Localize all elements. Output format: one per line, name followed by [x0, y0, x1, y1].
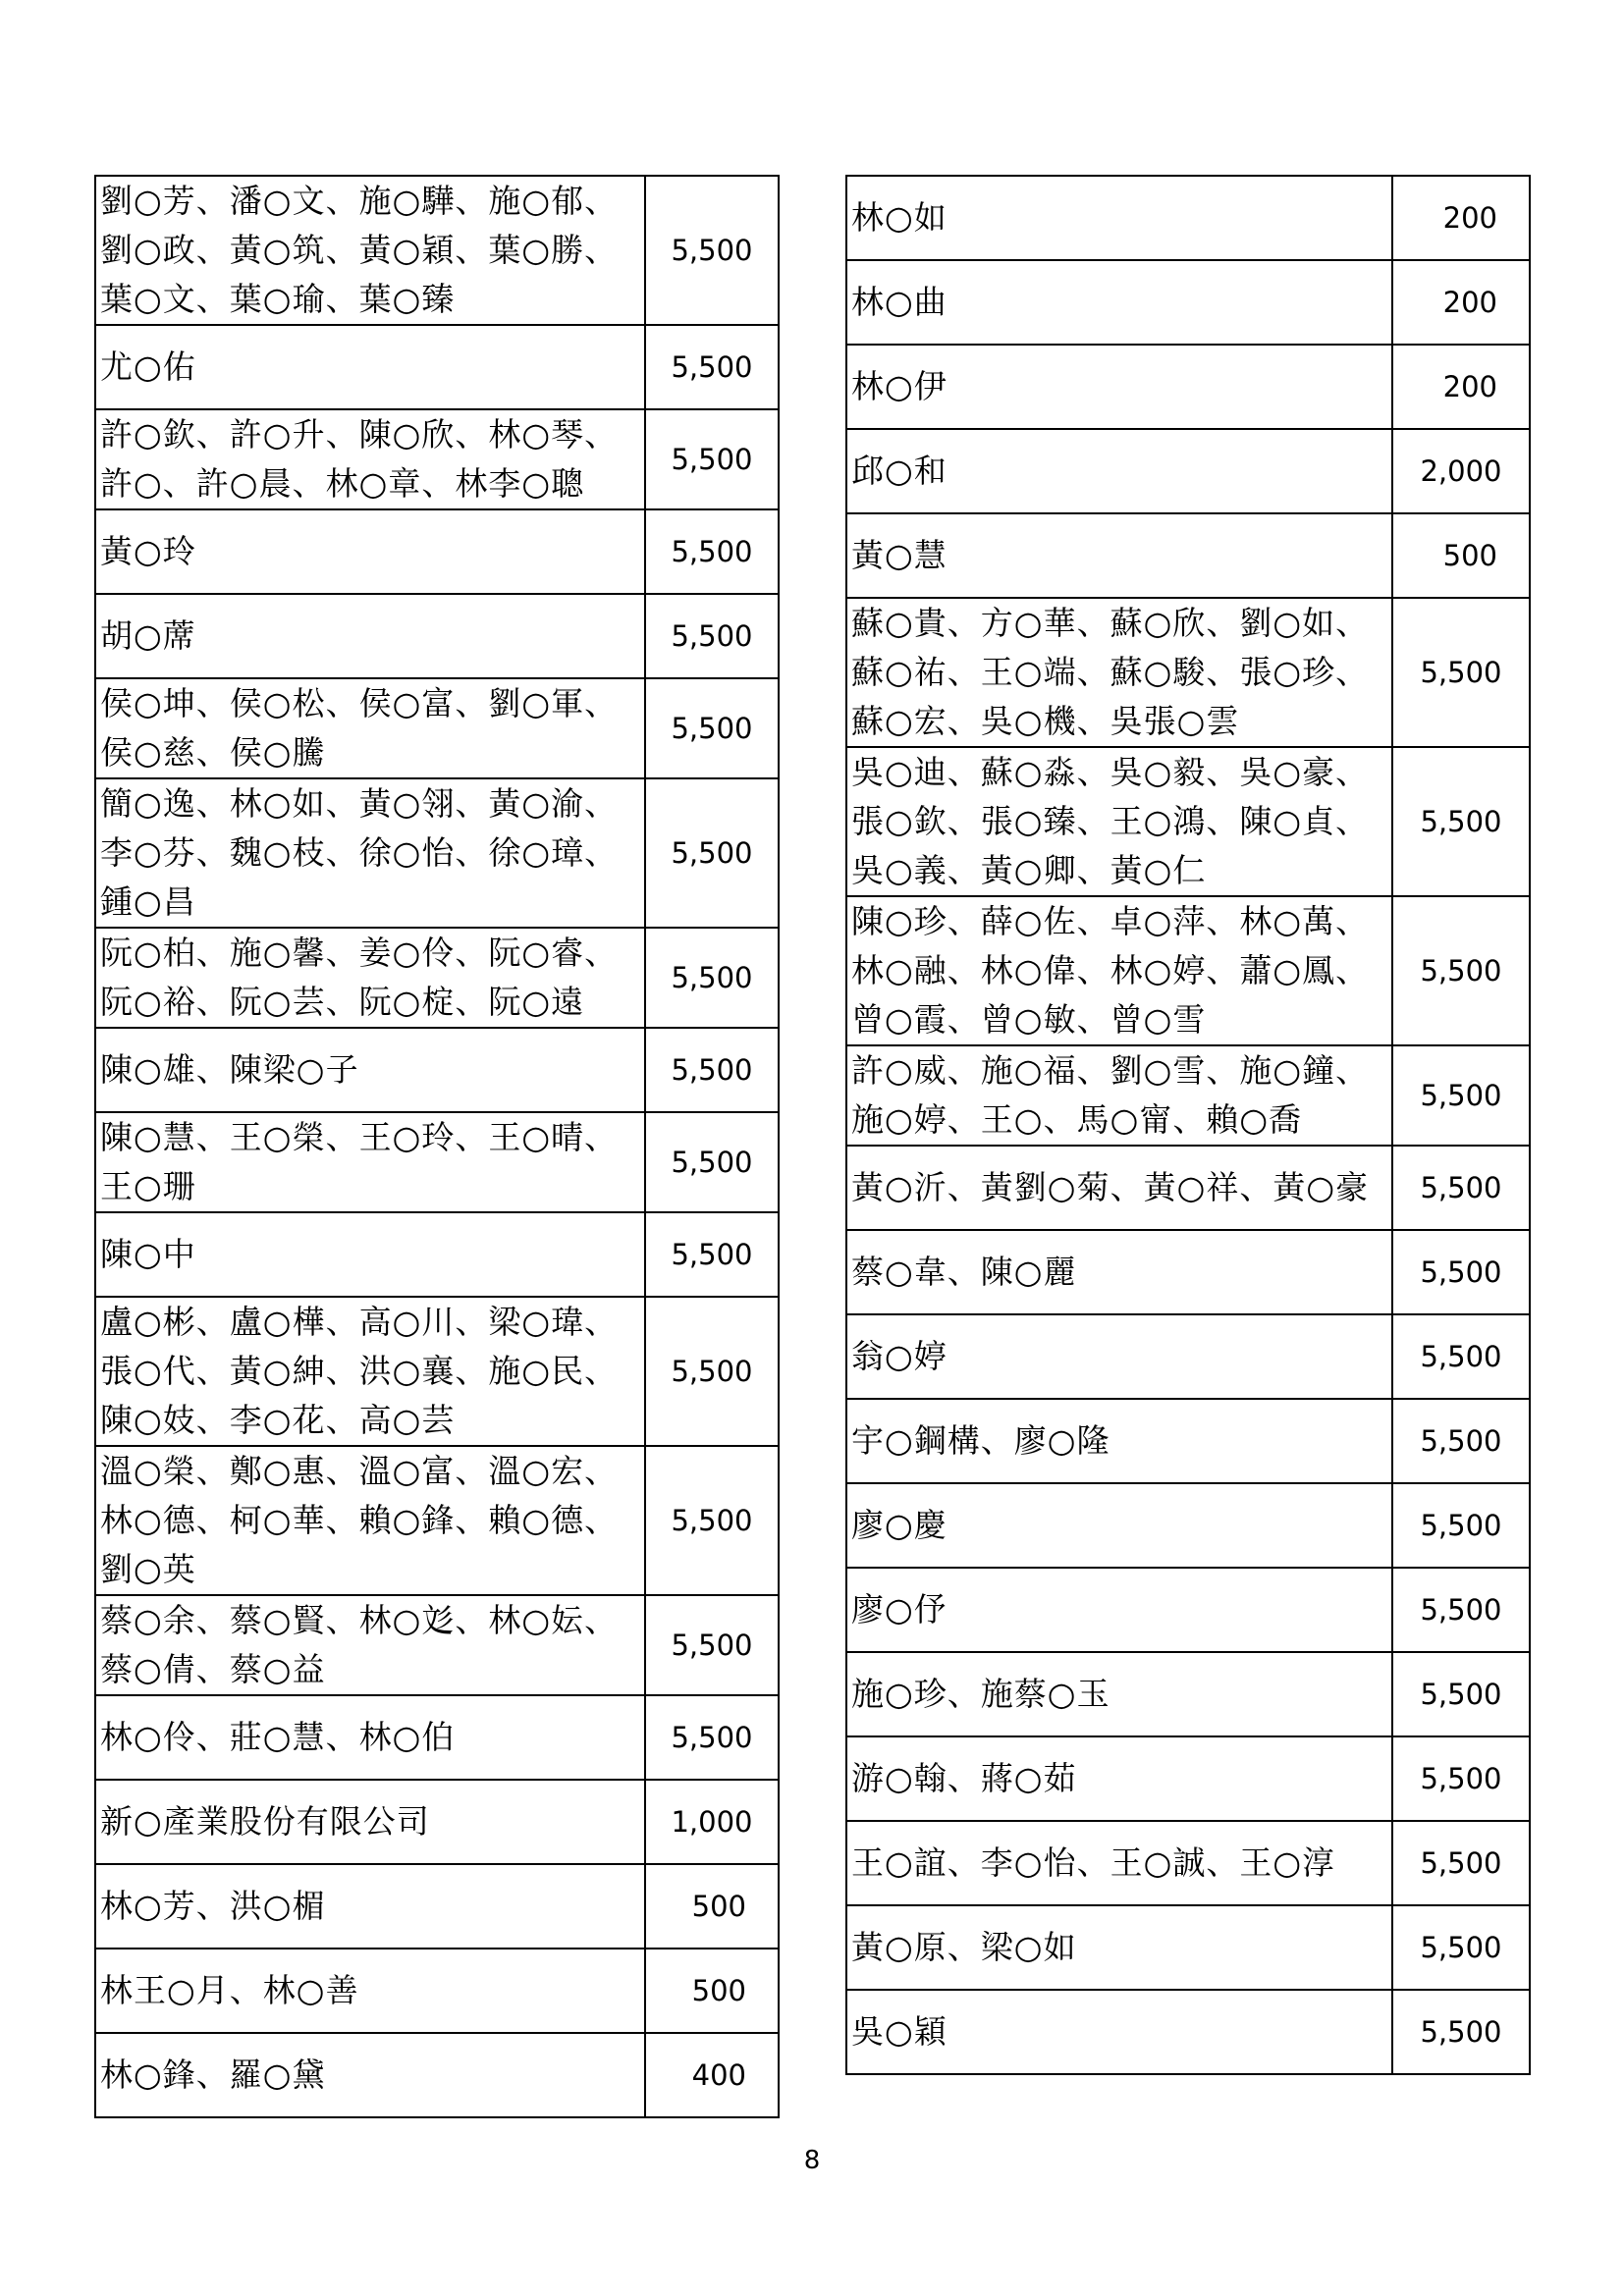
donor-names: 廖○慶: [846, 1483, 1392, 1568]
table-row: [846, 429, 1530, 513]
table-row: [95, 1695, 779, 1780]
donor-names: 陳○慧、王○榮、王○玲、王○晴、王○珊: [95, 1112, 645, 1212]
donation-amount: 200: [1392, 176, 1530, 260]
donor-names: 翁○婷: [846, 1314, 1392, 1399]
table-row: [95, 1446, 779, 1595]
table-row: [95, 1864, 779, 1949]
donor-names: 吳○穎: [846, 1990, 1392, 2074]
donation-amount: 5,500: [645, 1028, 779, 1112]
donation-amount: 5,500: [645, 1112, 779, 1212]
table-row: [846, 1990, 1530, 2074]
donor-names: 王○誼、李○怡、王○誠、王○淳: [846, 1821, 1392, 1905]
table-row: [95, 1028, 779, 1112]
donation-amount: 5,500: [1392, 1230, 1530, 1314]
donor-names: 黃○原、梁○如: [846, 1905, 1392, 1990]
donor-names: 林王○月、林○善: [95, 1949, 645, 2033]
table-row: [846, 896, 1530, 1045]
donation-amount: 5,500: [645, 594, 779, 678]
donor-names: 許○威、施○福、劉○雪、施○鐘、施○婷、王○、馬○甯、賴○喬: [846, 1045, 1392, 1146]
donation-amount: 5,500: [645, 928, 779, 1028]
donation-amount: 500: [645, 1949, 779, 2033]
donation-amount: 200: [1392, 260, 1530, 345]
table-row: [95, 778, 779, 928]
donor-names: 阮○柏、施○馨、姜○伶、阮○睿、阮○裕、阮○芸、阮○椗、阮○遠: [95, 928, 645, 1028]
table-row: [846, 260, 1530, 345]
table-row: [846, 1146, 1530, 1230]
table-row: [846, 1568, 1530, 1652]
donor-names: 新○產業股份有限公司: [95, 1780, 645, 1864]
table-row: [846, 1045, 1530, 1146]
donor-names: 許○欽、許○升、陳○欣、林○琴、許○、許○晨、林○章、林李○聰: [95, 409, 645, 509]
donor-names: 施○珍、施蔡○玉: [846, 1652, 1392, 1736]
donation-amount: 5,500: [645, 509, 779, 594]
donor-names: 溫○榮、鄭○惠、溫○富、溫○宏、林○德、柯○華、賴○鋒、賴○德、劉○英: [95, 1446, 645, 1595]
donation-amount: 200: [1392, 345, 1530, 429]
table-row: [846, 1736, 1530, 1821]
donor-names: 林○如: [846, 176, 1392, 260]
donor-names: 林○曲: [846, 260, 1392, 345]
table-row: [846, 1905, 1530, 1990]
donation-amount: 5,500: [645, 678, 779, 778]
donation-amount: 5,500: [645, 409, 779, 509]
donation-amount: 5,500: [645, 176, 779, 325]
table-row: [846, 598, 1530, 747]
table-row: [846, 1399, 1530, 1483]
table-row: [846, 1314, 1530, 1399]
donation-amount: 5,500: [1392, 1990, 1530, 2074]
table-row: [95, 1780, 779, 1864]
table-row: [846, 747, 1530, 896]
donor-names: 陳○珍、薛○佐、卓○萍、林○萬、林○融、林○偉、林○婷、蕭○鳳、曾○霞、曾○敏、曾○雪: [846, 896, 1392, 1045]
donation-amount: 5,500: [1392, 1568, 1530, 1652]
donation-amount: 5,500: [645, 1695, 779, 1780]
donor-names: 宇○鋼構、廖○隆: [846, 1399, 1392, 1483]
donation-amount: 5,500: [1392, 1821, 1530, 1905]
table-row: [846, 513, 1530, 598]
donor-names: 林○芳、洪○楣: [95, 1864, 645, 1949]
table-row: [95, 1297, 779, 1446]
table-row: [95, 409, 779, 509]
donation-amount: 5,500: [1392, 1905, 1530, 1990]
donation-amount: 2,000: [1392, 429, 1530, 513]
donor-names: 黃○慧: [846, 513, 1392, 598]
donor-names: 邱○和: [846, 429, 1392, 513]
donor-names: 陳○雄、陳梁○子: [95, 1028, 645, 1112]
donation-amount: 5,500: [1392, 598, 1530, 747]
page-number: 8: [803, 2146, 821, 2175]
table-row: [95, 1112, 779, 1212]
donation-amount: 500: [1392, 513, 1530, 598]
donation-amount: 5,500: [1392, 1399, 1530, 1483]
donor-names: 蔡○韋、陳○麗: [846, 1230, 1392, 1314]
donation-amount: 5,500: [1392, 1736, 1530, 1821]
table-row: [95, 678, 779, 778]
donor-names: 林○伊: [846, 345, 1392, 429]
donor-names: 盧○彬、盧○樺、高○川、梁○瑋、張○代、黃○紳、洪○襄、施○民、陳○妓、李○花、高○芸: [95, 1297, 645, 1446]
donor-names: 黃○玲: [95, 509, 645, 594]
donor-table-right: [845, 175, 1531, 2075]
donor-names: 胡○蓆: [95, 594, 645, 678]
donor-table-left: [94, 175, 780, 2118]
table-row: [95, 594, 779, 678]
donor-names: 劉○芳、潘○文、施○驊、施○郁、劉○政、黃○筑、黃○穎、葉○勝、葉○文、葉○瑜、葉○臻: [95, 176, 645, 325]
table-row: [95, 1595, 779, 1695]
donation-amount: 5,500: [645, 1446, 779, 1595]
table-row: [95, 1949, 779, 2033]
table-row: [95, 176, 779, 325]
table-row: [846, 1821, 1530, 1905]
donor-names: 簡○逸、林○如、黃○翎、黃○渝、李○芬、魏○枝、徐○怡、徐○璋、鍾○昌: [95, 778, 645, 928]
table-row: [95, 928, 779, 1028]
donation-amount: 5,500: [1392, 1045, 1530, 1146]
donation-amount: 5,500: [1392, 1483, 1530, 1568]
donation-amount: 500: [645, 1864, 779, 1949]
donation-amount: 5,500: [645, 1212, 779, 1297]
table-row: [846, 1483, 1530, 1568]
donor-names: 蘇○貴、方○華、蘇○欣、劉○如、蘇○祐、王○端、蘇○駿、張○珍、蘇○宏、吳○機、吳張○雲: [846, 598, 1392, 747]
donation-amount: 5,500: [645, 1595, 779, 1695]
table-row: [95, 1212, 779, 1297]
donation-amount: 5,500: [645, 325, 779, 409]
donation-amount: 400: [645, 2033, 779, 2117]
table-row: [846, 176, 1530, 260]
donor-names: 蔡○余、蔡○賢、林○彣、林○妘、蔡○倩、蔡○益: [95, 1595, 645, 1695]
donor-names: 陳○中: [95, 1212, 645, 1297]
donation-amount: 5,500: [645, 778, 779, 928]
donation-amount: 5,500: [1392, 1652, 1530, 1736]
table-row: [846, 1652, 1530, 1736]
donor-names: 林○鋒、羅○黛: [95, 2033, 645, 2117]
table-row: [846, 1230, 1530, 1314]
donation-amount: 1,000: [645, 1780, 779, 1864]
donation-amount: 5,500: [645, 1297, 779, 1446]
donor-names: 游○翰、蔣○茹: [846, 1736, 1392, 1821]
donor-names: 吳○迪、蘇○淼、吳○毅、吳○豪、張○欽、張○臻、王○鴻、陳○貞、吳○義、黃○卿、黃○仁: [846, 747, 1392, 896]
table-row: [95, 325, 779, 409]
donor-names: 侯○坤、侯○松、侯○富、劉○軍、侯○慈、侯○騰: [95, 678, 645, 778]
donor-names: 林○伶、莊○慧、林○伯: [95, 1695, 645, 1780]
donation-amount: 5,500: [1392, 1314, 1530, 1399]
donor-names: 廖○伃: [846, 1568, 1392, 1652]
table-row: [846, 345, 1530, 429]
donation-amount: 5,500: [1392, 1146, 1530, 1230]
donation-amount: 5,500: [1392, 747, 1530, 896]
donor-names: 尤○佑: [95, 325, 645, 409]
donor-names: 黃○沂、黃劉○菊、黃○祥、黃○豪: [846, 1146, 1392, 1230]
donation-amount: 5,500: [1392, 896, 1530, 1045]
table-row: [95, 2033, 779, 2117]
table-row: [95, 509, 779, 594]
